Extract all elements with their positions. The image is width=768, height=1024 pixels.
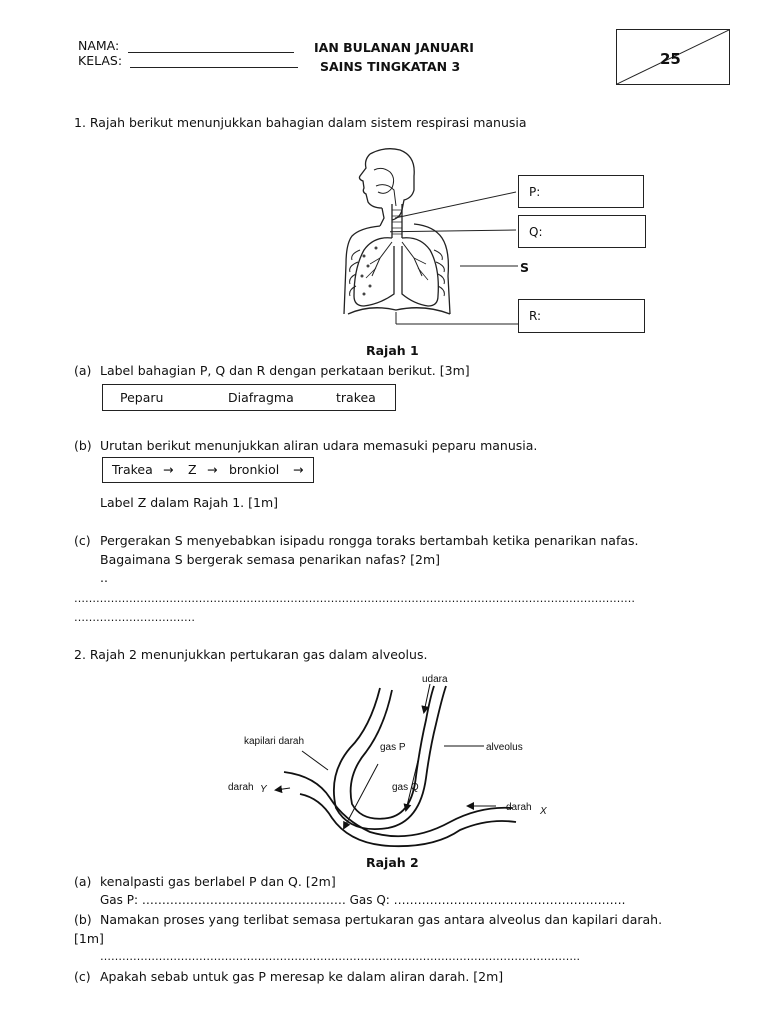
label-box-q[interactable]	[518, 215, 646, 248]
q2a-marker: (a)	[74, 874, 92, 889]
label-r-text: R:	[529, 309, 542, 323]
label-s: S	[520, 260, 530, 275]
nama-label: NAMA:	[78, 38, 120, 53]
flow-z: Z	[188, 462, 197, 477]
arrow-icon: →	[293, 462, 304, 477]
q2a-answer[interactable]: Gas P: …………………………………………… Gas Q: ………………………………………………….	[100, 893, 626, 907]
q1c-line1: Pergerakan S menyebabkan isipadu rongga toraks bertambah ketika penarikan nafas.	[100, 533, 639, 548]
diagram-kapilari: kapilari darah	[244, 736, 305, 747]
label-p-text: P:	[529, 185, 541, 199]
diagram-gas-q: gas Q	[392, 782, 419, 793]
q1b-text: Urutan berikut menunjukkan aliran udara memasuki peparu manusia.	[100, 438, 538, 453]
diagram-darah-x: darah	[506, 802, 532, 813]
label-leader-lines	[390, 180, 530, 330]
q1c-line2: Bagaimana S bergerak semasa penarikan nafas? [2m]	[100, 552, 441, 567]
flow-trakea: Trakea	[112, 462, 153, 477]
diagram-x: X	[540, 806, 547, 817]
diagram-gas-p: gas P	[380, 742, 406, 753]
flow-bronkiol: bronkiol	[229, 462, 280, 477]
exam-subject: SAINS TINGKATAN 3	[320, 59, 461, 74]
rajah1-caption: Rajah 1	[366, 343, 419, 358]
score-total: 25	[660, 50, 681, 68]
q1b-subtext: Label Z dalam Rajah 1. [1m]	[100, 495, 278, 510]
label-box-r[interactable]	[518, 299, 645, 333]
word-trakea: trakea	[336, 390, 376, 405]
flow-box	[102, 457, 314, 483]
q1a-text: Label bahagian P, Q dan R dengan perkataan berikut. [3m]	[100, 363, 470, 378]
answer-line-end[interactable]: ……………………………	[74, 611, 195, 624]
score-box	[616, 29, 730, 85]
q2b-marks: [1m]	[74, 931, 104, 946]
word-bank-box	[102, 384, 396, 411]
q2-intro: 2. Rajah 2 menunjukkan pertukaran gas dalam alveolus.	[74, 647, 428, 662]
nama-line[interactable]	[128, 52, 294, 53]
diagram-udara: udara	[422, 674, 448, 685]
alveolus-diagram	[220, 668, 560, 850]
word-peparu: Peparu	[120, 390, 164, 405]
q1a-marker: (a)	[74, 363, 92, 378]
diagram-y: Y	[260, 784, 267, 795]
q2b-marker: (b)	[74, 912, 92, 927]
q2c-text: Apakah sebab untuk gas P meresap ke dalam aliran darah. [2m]	[100, 969, 504, 984]
q1c-dots-short: ..	[100, 570, 108, 585]
rajah2-caption: Rajah 2	[366, 855, 419, 870]
diagram-alveolus: alveolus	[486, 742, 523, 753]
arrow-icon: →	[163, 462, 174, 477]
label-box-p[interactable]	[518, 175, 644, 208]
q1c-marker: (c)	[74, 533, 91, 548]
label-q-text: Q:	[529, 225, 543, 239]
diagram-darah-y: darah	[228, 782, 254, 793]
q1b-marker: (b)	[74, 438, 92, 453]
word-diafragma: Diafragma	[228, 390, 294, 405]
answer-line[interactable]: ………………………………………………………………………………………………………………………………………	[74, 592, 635, 605]
q2b-text: Namakan proses yang terlibat semasa pertukaran gas antara alveolus dan kapilari darah.	[100, 912, 663, 927]
q2a-text: kenalpasti gas berlabel P dan Q. [2m]	[100, 874, 336, 889]
arrow-icon: →	[207, 462, 218, 477]
q1-intro: 1. Rajah berikut menunjukkan bahagian dalam sistem respirasi manusia	[74, 115, 527, 130]
answer-line[interactable]: …………………………………………………………………………………………………………………..	[100, 950, 580, 963]
kelas-line[interactable]	[130, 67, 298, 68]
kelas-label: KELAS:	[78, 53, 123, 68]
q2c-marker: (c)	[74, 969, 91, 984]
exam-title: IAN BULANAN JANUARI	[314, 40, 474, 55]
